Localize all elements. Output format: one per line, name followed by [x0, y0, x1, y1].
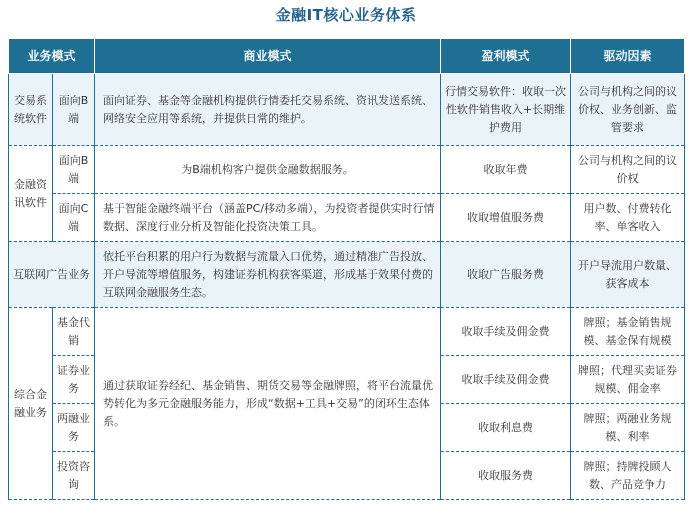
driver-cell: 公司与机构之间的议价权、业务创新、监管要求 [571, 74, 685, 146]
driver-cell: 公司与机构之间的议价权 [571, 146, 685, 194]
table-header-row [9, 39, 685, 74]
business-cell: 通过获取证券经纪、基金销售、期货交易等金融牌照，将平台流量优势转化为多元金融服务能力，形成“数据+工具+交易”的闭环生态体系。 [95, 308, 441, 500]
sub-category-cell: 投资咨询 [53, 452, 95, 500]
category-cell: 综合金融业务 [9, 308, 53, 500]
table-row [9, 74, 685, 146]
sub-category-cell: 面向B端 [53, 74, 95, 146]
profit-cell: 收取手续及佣金费 [441, 356, 571, 404]
driver-cell: 牌照；代理买卖证券规模、佣金率 [571, 356, 685, 404]
table-row [9, 308, 685, 356]
category-cell: 交易系统软件 [9, 74, 53, 146]
driver-cell: 牌照；两融业务规模、利率 [571, 404, 685, 452]
business-cell: 基于智能金融终端平台（涵盖PC/移动多端），为投资者提供实时行情数据、深度行业分析及智能化投资决策工具。 [95, 194, 441, 242]
profit-cell: 行情交易软件：收取一次性软件销售收入+长期维护费用 [441, 74, 571, 146]
table-row [9, 146, 685, 194]
profit-cell: 收取广告服务费 [441, 242, 571, 308]
table-row [9, 242, 685, 308]
category-cell: 金融资讯软件 [9, 146, 53, 242]
category-cell: 互联网广告业务 [9, 242, 95, 308]
profit-cell: 收取服务费 [441, 452, 571, 500]
driver-cell: 用户数、付费转化率、单客收入 [571, 194, 685, 242]
business-cell: 面向证券、基金等金融机构提供行情委托交易系统、资讯发送系统、网络安全应用等系统，并提供日常的维护。 [95, 74, 441, 146]
page-title: 金融IT核心业务体系 [275, 6, 417, 24]
table-row [9, 194, 685, 242]
profit-cell: 收取年费 [441, 146, 571, 194]
sub-category-cell: 两融业务 [53, 404, 95, 452]
business-cell: 为B端机构客户提供金融数据服务。 [95, 146, 441, 194]
profit-cell: 收取手续及佣金费 [441, 308, 571, 356]
profit-cell: 收取利息费 [441, 404, 571, 452]
sub-category-cell: 面向B端 [53, 146, 95, 194]
driver-cell: 开户导流用户数量、获客成本 [571, 242, 685, 308]
header-driver: 驱动因素 [571, 39, 685, 74]
sub-category-cell: 证券业务 [53, 356, 95, 404]
header-profit-model: 盈利模式 [441, 39, 571, 74]
header-commercial-model: 商业模式 [95, 39, 441, 74]
business-cell: 依托平台积累的用户行为数据与流量入口优势，通过精准广告投放、开户导流等增值服务，构建证券机构获客渠道，形成基于效果付费的互联网金融服务生态。 [95, 242, 441, 308]
profit-cell: 收取增值服务费 [441, 194, 571, 242]
business-model-table [8, 38, 685, 500]
sub-category-cell: 基金代销 [53, 308, 95, 356]
sub-category-cell: 面向C端 [53, 194, 95, 242]
header-business-mode: 业务模式 [9, 39, 95, 74]
driver-cell: 牌照；持牌投顾人数、产品竞争力 [571, 452, 685, 500]
driver-cell: 牌照；基金销售规模、基金保有规模 [571, 308, 685, 356]
